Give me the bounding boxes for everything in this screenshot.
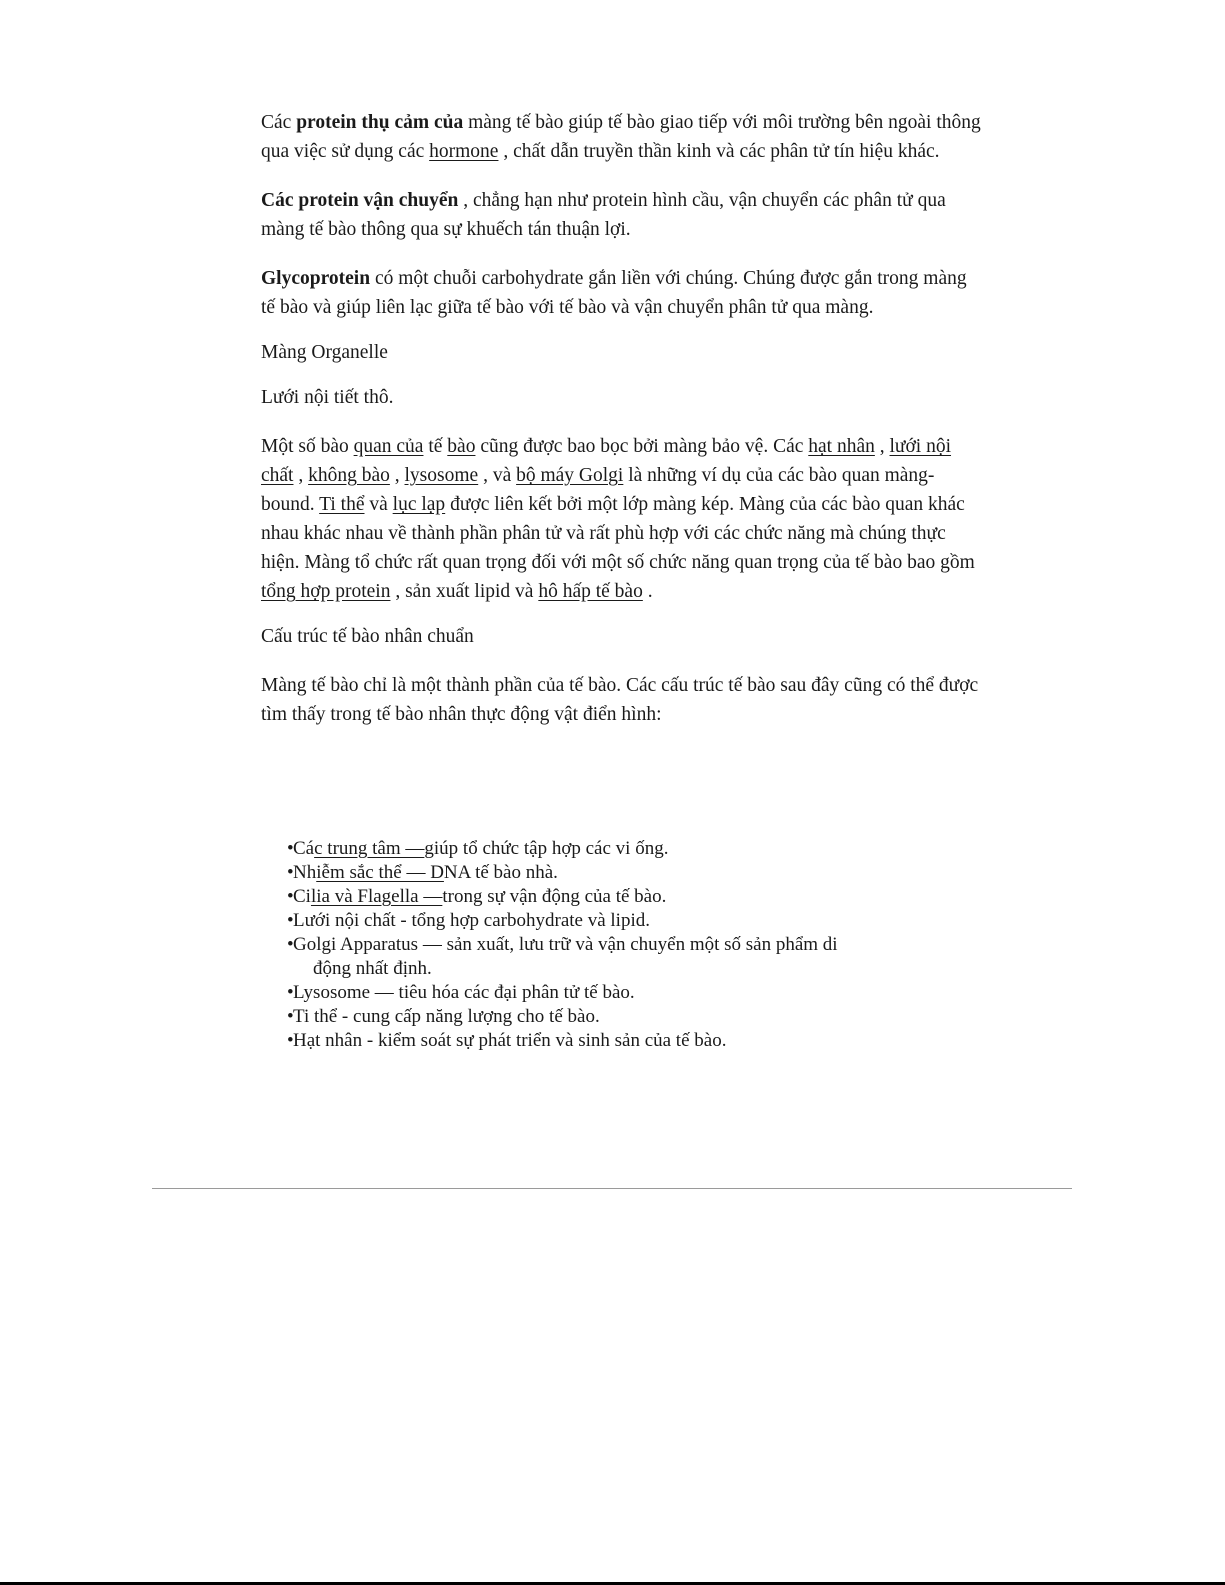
text: màng tế bào giúp tế bào giao tiếp với môi trường bên ngoài thông qua việc sử dụng các (261, 112, 981, 162)
list-item (287, 933, 927, 981)
heading-rough-er: Lưới nội tiết thô. (261, 387, 394, 408)
continuation-text: động nhất định. (313, 958, 432, 979)
vacuole-link[interactable]: không bào (308, 465, 390, 486)
hormone-link[interactable]: hormone (429, 141, 499, 162)
text: , (389, 465, 405, 486)
cellular-respiration-link[interactable]: hô hấp tế bào (538, 581, 643, 602)
text: Lưới nội chất - tổng hợp carbohydrate và lipid. (293, 910, 650, 931)
centrosome-link[interactable]: c trung tâm — (314, 838, 425, 859)
transport-protein-paragraph (261, 186, 981, 244)
text: , và (478, 465, 517, 486)
receptor-protein-paragraph (261, 108, 981, 166)
heading-organelle-membrane: Màng Organelle (261, 342, 388, 363)
bullet: • (287, 982, 294, 1003)
text: Ci (293, 886, 311, 907)
glycoprotein-paragraph (261, 264, 981, 322)
bullet: • (287, 838, 294, 859)
list-item (287, 981, 927, 1005)
lysosome-link[interactable]: lysosome (404, 465, 479, 486)
bullet: • (287, 862, 294, 883)
text: Lysosome — tiêu hóa các đại phân tử tế bào. (293, 982, 635, 1003)
text: , (293, 465, 309, 486)
text: trong sự vận động của tế bào. (442, 886, 667, 907)
text: , sản xuất lipid và (390, 581, 539, 602)
bullet: • (287, 886, 294, 907)
horizontal-divider (152, 1188, 1072, 1189)
heading-eukaryotic-structure: Cấu trúc tế bào nhân chuẩn (261, 626, 474, 647)
bullet: • (287, 910, 294, 931)
text: Golgi Apparatus — sản xuất, lưu trữ và vận chuyển một số sản phẩm di (293, 934, 838, 955)
text: cũng được bao bọc bởi màng bảo vệ. Các (475, 436, 809, 457)
chloroplast-link[interactable]: lục lạp (392, 494, 446, 515)
text: Ti thể - cung cấp năng lượng cho tế bào. (293, 1006, 600, 1027)
text: Cá (293, 838, 315, 859)
list-item (287, 909, 927, 933)
text: NA tế bào nhà. (443, 862, 558, 883)
text: và (364, 494, 393, 515)
text: Hạt nhân - kiểm soát sự phát triển và sinh sản của tế bào. (293, 1030, 727, 1051)
cilia-flagella-link[interactable]: lia và Flagella — (310, 886, 443, 907)
list-item (287, 1005, 927, 1029)
text: , (874, 436, 890, 457)
golgi-link[interactable]: bộ máy Golgi (516, 465, 624, 486)
text: Nh (293, 862, 317, 883)
nucleus-link[interactable]: hạt nhân (808, 436, 875, 457)
cell-link[interactable]: bào (447, 436, 476, 457)
bold-term: Các protein vận chuyển (261, 190, 459, 211)
document-body (261, 108, 981, 729)
bullet: • (287, 1030, 294, 1051)
text: Các (261, 112, 297, 133)
cell-structures-list (287, 837, 927, 1053)
text: là những ví dụ của các bào quan màng-bound. (261, 465, 935, 515)
bullet: • (287, 1006, 294, 1027)
text: , chẳng hạn như protein hình cầu, vận chuyển các phân tử qua màng tế bào thông qua sự khuếch tán thuận lợi. (261, 190, 946, 240)
text: tế (423, 436, 448, 457)
list-item (287, 861, 927, 885)
list-item (287, 837, 927, 861)
bold-term: protein thụ cảm của (296, 112, 464, 133)
list-item (287, 885, 927, 909)
organelle-paragraph (261, 432, 981, 606)
bold-term: Glycoprotein (261, 268, 371, 289)
text: Một số bào (261, 436, 354, 457)
endoplasmic-reticulum-link[interactable]: lưới nội chất (261, 436, 952, 486)
bullet: • (287, 934, 294, 955)
text: , chất dẫn truyền thần kinh và các phân tử tín hiệu khác. (498, 141, 940, 162)
list-item (287, 1029, 927, 1053)
chromosome-link[interactable]: iễm sắc thể — D (316, 862, 444, 883)
text: . (642, 581, 653, 602)
mitochondria-link[interactable]: Ti thể (319, 494, 365, 515)
text: có một chuỗi carbohydrate gắn liền với chúng. Chúng được gắn trong màng tế bào và giúp liên lạc giữa tế bào với tế bào và vận chuyển phân tử qua màng. (261, 268, 967, 318)
text: giúp tổ chức tập hợp các vi ống. (424, 838, 669, 859)
organelle-link[interactable]: quan của (353, 436, 424, 457)
protein-synthesis-link[interactable]: tổng hợp protein (261, 581, 391, 602)
text: được liên kết bởi một lớp màng kép. Màng của các bào quan khác nhau khác nhau về thành phần phân tử và rất phù hợp với các chức năng mà chúng thực hiện. Màng tổ chức rất quan trọng đối với một số chức năng quan trọng của tế bào bao gồm (261, 494, 975, 573)
cell-structures-intro: Màng tế bào chỉ là một thành phần của tế bào. Các cấu trúc tế bào sau đây cũng có thể được tìm thấy trong tế bào nhân thực động vật điển hình: (261, 675, 979, 725)
